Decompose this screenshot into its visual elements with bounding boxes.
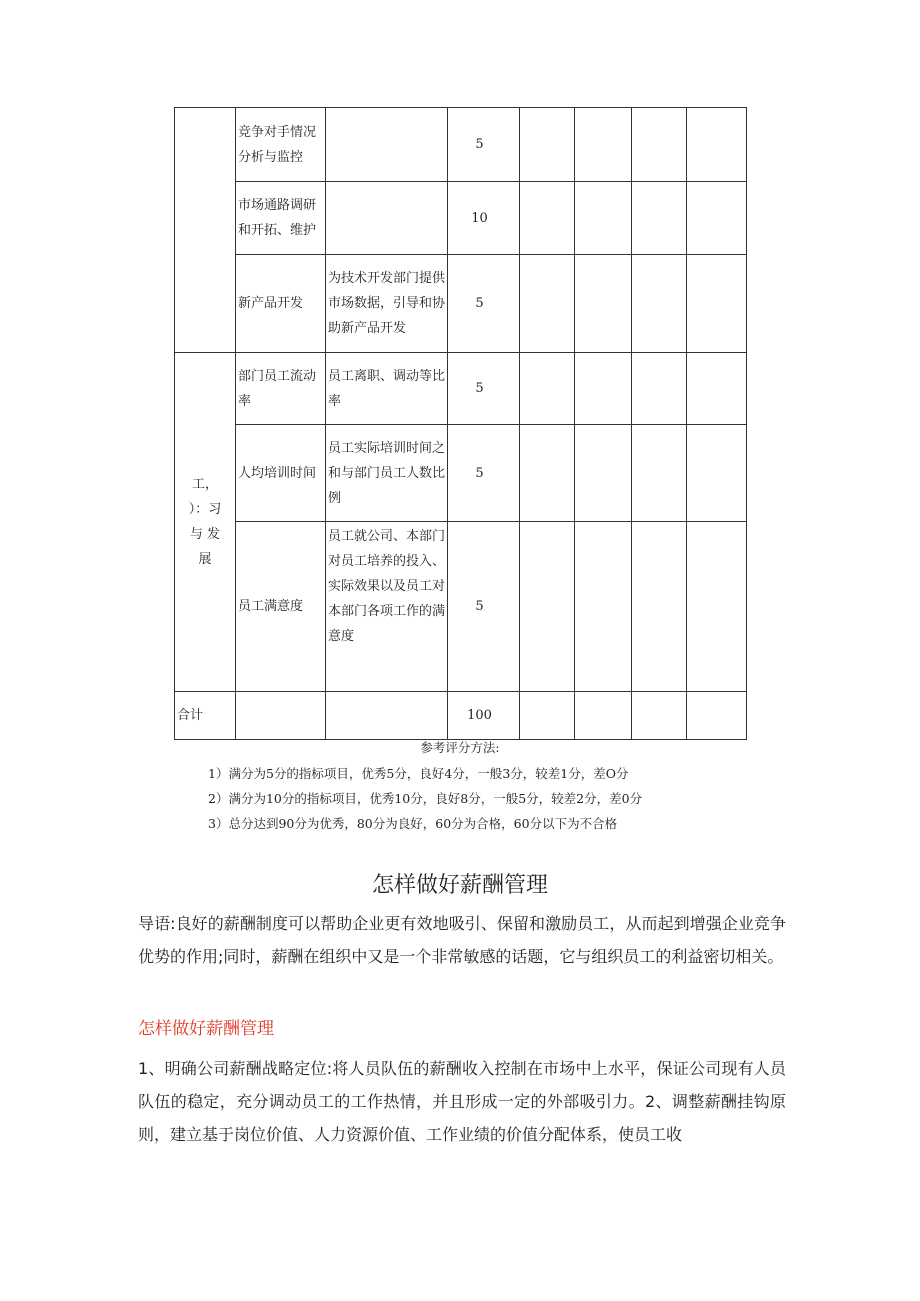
indicator-name: 新产品开发 [236, 255, 326, 353]
grade-cell [687, 522, 747, 692]
indicator-name: 人均培训时间 [236, 425, 326, 522]
indicator-name: 市场通路调研和开拓、维护 [236, 182, 326, 255]
article-title: 怎样做好薪酬管理 [371, 873, 548, 898]
grade-cell [687, 182, 747, 255]
indicator-desc: 为技术开发部门提供市场数据，引导和协助新产品开发 [326, 255, 448, 353]
indicator-desc: 员工实际培训时间之和与部门员工人数比例 [326, 425, 448, 522]
indicator-score: 5 [448, 108, 520, 182]
indicator-score: 10 [448, 182, 520, 255]
grade-cell [687, 108, 747, 182]
dimension-label-line: 展 [198, 552, 212, 567]
grade-cell [520, 255, 575, 353]
indicator-desc: 员工离职、调动等比率 [326, 353, 448, 425]
scoring-rule-line: 1）满分为5分的指标项目，优秀5分，良好4分，一般3分，较差1分，差O分 [208, 766, 629, 781]
table-row [175, 353, 747, 425]
grade-cell [687, 425, 747, 522]
table-row-total [175, 692, 747, 740]
indicator-score: 5 [448, 425, 520, 522]
indicator-score: 5 [448, 353, 520, 425]
indicator-desc: 员工就公司、本部门对员工培养的投入、实际效果以及员工对本部门各项工作的满意度 [326, 522, 448, 692]
kpi-score-table [174, 107, 747, 740]
grade-cell [575, 353, 632, 425]
empty-cell [326, 692, 448, 740]
table-row [175, 522, 747, 692]
grade-cell [632, 182, 687, 255]
dimension-label-line: 与 发 [189, 527, 221, 542]
scoring-rule-line: 3）总分达到90分为优秀，80分为良好，60分为合格，60分以下为不合格 [208, 816, 618, 831]
indicator-desc [326, 108, 448, 182]
table-row [175, 255, 747, 353]
grade-cell [575, 522, 632, 692]
grade-cell [632, 353, 687, 425]
grade-cell [632, 255, 687, 353]
dimension-cell-market [175, 108, 236, 353]
article-subheading: 怎样做好薪酬管理 [138, 1019, 274, 1039]
indicator-score: 5 [448, 255, 520, 353]
total-label: 合计 [175, 692, 236, 740]
table-row [175, 425, 747, 522]
article-intro: 导语:良好的薪酬制度可以帮助企业更有效地吸引、保留和激励员工，从而起到增强企业竞争优势的作用;同时，薪酬在组织中又是一个非常敏感的话题，它与组织员工的利益密切相关。 [138, 914, 786, 966]
grade-cell [632, 108, 687, 182]
grade-cell [520, 182, 575, 255]
grade-cell [575, 692, 632, 740]
indicator-name: 竞争对手情况分析与监控 [236, 108, 326, 182]
scoring-method-title: 参考评分方法: [420, 740, 500, 755]
dimension-label-line: 工， [191, 477, 218, 492]
grade-cell [687, 692, 747, 740]
indicator-name: 员工满意度 [236, 522, 326, 692]
grade-cell [520, 353, 575, 425]
grade-cell [632, 425, 687, 522]
grade-cell [575, 255, 632, 353]
indicator-desc [326, 182, 448, 255]
table-row [175, 108, 747, 182]
grade-cell [687, 255, 747, 353]
scoring-rule-line: 2）满分为10分的指标项目，优秀10分，良好8分，一般5分，较差2分，差0分 [208, 791, 643, 806]
dimension-label-line: ）：习 [188, 502, 222, 517]
total-score: 100 [448, 692, 520, 740]
table-row [175, 182, 747, 255]
grade-cell [575, 182, 632, 255]
grade-cell [687, 353, 747, 425]
indicator-score: 5 [448, 522, 520, 692]
grade-cell [632, 692, 687, 740]
grade-cell [632, 522, 687, 692]
grade-cell [520, 522, 575, 692]
indicator-name: 部门员工流动率 [236, 353, 326, 425]
grade-cell [575, 425, 632, 522]
grade-cell [575, 108, 632, 182]
dimension-cell-learning [175, 353, 236, 692]
grade-cell [520, 425, 575, 522]
article-body: 1、明确公司薪酬战略定位:将人员队伍的薪酬收入控制在市场中上水平，保证公司现有人员队伍的稳定，充分调动员工的工作热情，并且形成一定的外部吸引力。2、调整薪酬挂钩原则，建立基于岗位价值、人力资源价值、工作业绩的价值分配体系，使员工收 [138, 1059, 786, 1144]
grade-cell [520, 692, 575, 740]
empty-cell [236, 692, 326, 740]
grade-cell [520, 108, 575, 182]
